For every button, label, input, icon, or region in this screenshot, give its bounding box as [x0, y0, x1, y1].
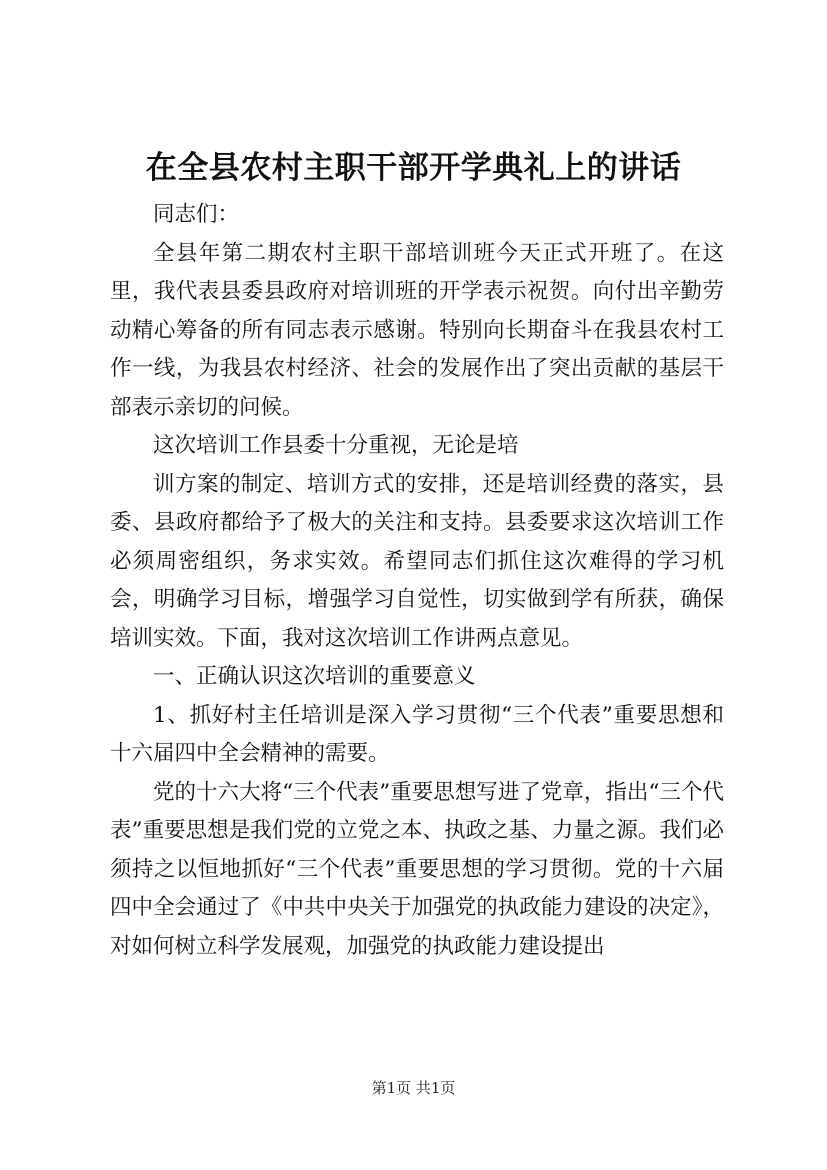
- opening-paragraph: 全县年第二期农村主职干部培训班今天正式开班了。在这里，我代表县委县政府对培训班的开学表示祝贺。向付出辛勤劳动精心筹备的所有同志表示感谢。特别向长期奋斗在我县农村工作一线，为我县农村经济、社会的发展作出了突出贡献的基层干部表示亲切的问候。: [110, 240, 724, 420]
- document-body: [110, 196, 724, 966]
- salutation-paragraph: 同志们：: [153, 202, 240, 227]
- document-title: 在全县农村主职干部开学典礼上的讲话: [145, 150, 682, 186]
- section-heading-1: 一、正确认识这次培训的重要意义: [153, 664, 476, 689]
- page-footer: 第1页 共1页: [371, 1079, 456, 1097]
- emphasis-paragraph-start: 这次培训工作县委十分重视，无论是培: [153, 433, 519, 458]
- subsection-1-paragraph: 1、抓好村主任培训是深入学习贯彻“三个代表”重要思想和十六届四中全会精神的需要。: [110, 702, 724, 766]
- training-arrangement-paragraph: 训方案的制定、培训方式的安排，还是培训经费的落实，县委、县政府都给予了极大的关注和支持。县委要求这次培训工作必须周密组织，务求实效。希望同志们抓住这次难得的学习机会，明确学习目标，增强学习自觉性，切实做到学有所获，确保培训实效。下面，我对这次培训工作讲两点意见。: [110, 471, 724, 651]
- party-congress-paragraph: 党的十六大将“三个代表”重要思想写进了党章，指出“三个代表”重要思想是我们党的立党之本、执政之基、力量之源。我们必须持之以恒地抓好“三个代表”重要思想的学习贯彻。党的十六届四中全会通过了《中共中央关于加强党的执政能力建设的决定》，对如何树立科学发展观，加强党的执政能力建设提出: [110, 779, 724, 959]
